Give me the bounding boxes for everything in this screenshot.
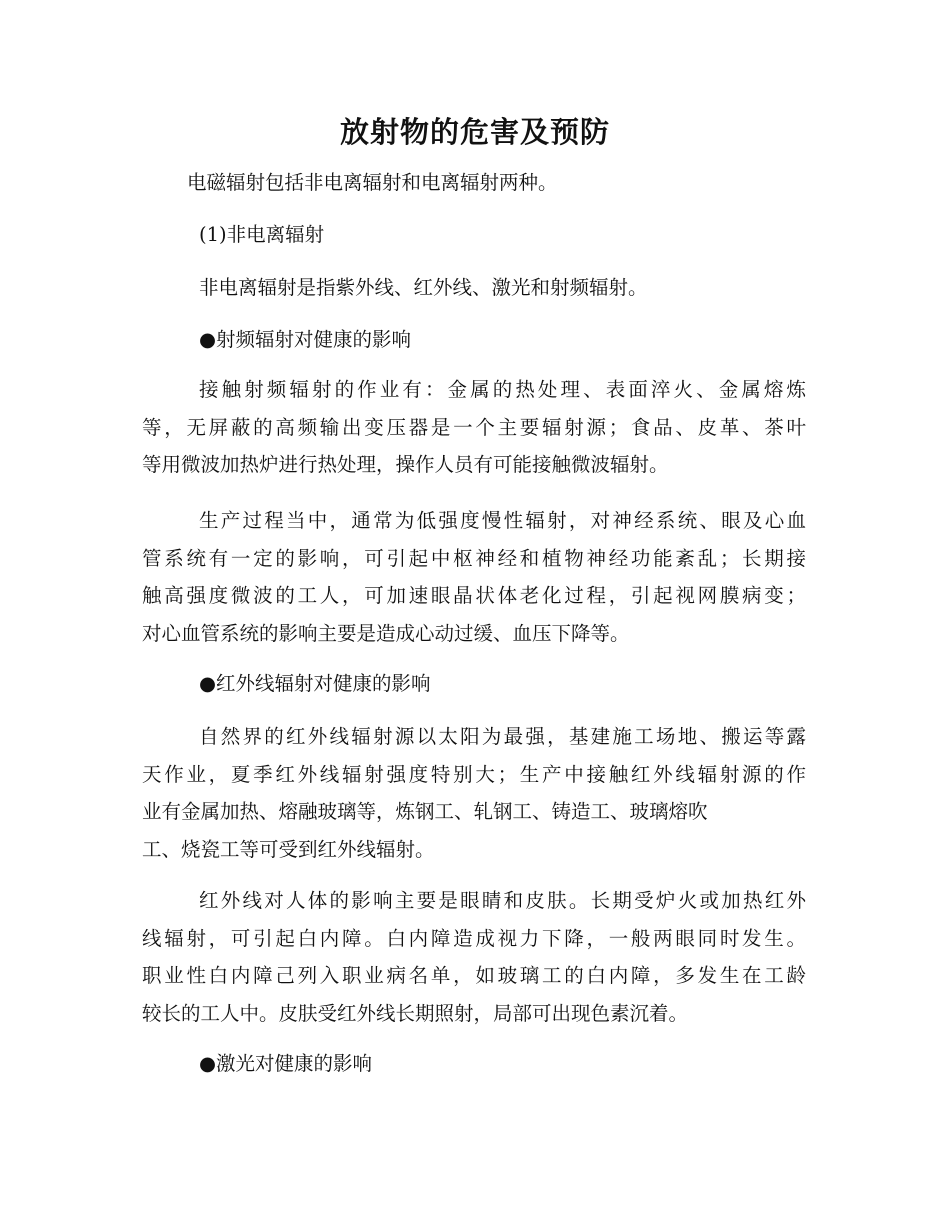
section-definition: 非电离辐射是指紫外线、红外线、激光和射频辐射。 [199,276,648,299]
paragraph-line: 职业性白内障己列入职业病名单，如玻璃工的白内障，多发生在工龄 [142,964,806,987]
paragraph-line: 生产过程当中，通常为低强度慢性辐射，对神经系统、眼及心血 [199,509,806,532]
paragraph-line: 自然界的红外线辐射源以太阳为最强，基建施工场地、搬运等露 [199,725,806,748]
paragraph-line: 等用微波加热炉进行热处理，操作人员有可能接触微波辐射。 [142,453,669,476]
paragraph-line: 天作业，夏季红外线辐射强度特别大；生产中接触红外线辐射源的作 [142,762,806,786]
paragraph-line: 工、烧瓷工等可受到红外线辐射。 [142,837,435,861]
paragraph-line: 业有金属加热、熔融玻璃等，炼钢工、轧钢工、铸造工、玻璃熔吹 [142,800,708,823]
paragraph-rf-sources [142,371,806,484]
paragraph-line: 管系统有一定的影响，可引起中枢神经和植物神经功能紊乱；长期接 [142,546,806,570]
paragraph-rf-effects [142,502,806,652]
bullet-heading-laser: ●激光对健康的影响 [199,1052,373,1075]
section-heading-non-ionizing: (1)非电离辐射 [199,223,325,246]
paragraph-line: 红外线对人体的影响主要是眼睛和皮肤。长期受炉火或加热红外 [199,889,806,912]
paragraph-ir-effects [142,882,806,1032]
paragraph-line: 等，无屏蔽的高频输出变压器是一个主要辐射源；食品、皮革、茶叶 [142,415,806,439]
paragraph-ir-sources [142,718,806,868]
intro-text: 电磁辐射包括非电离辐射和电离辐射两种。 [187,171,558,194]
paragraph-line: 接触射频辐射的作业有：金属的热处理、表面淬火、金属熔炼 [199,378,806,401]
document-title: 放射物的危害及预防 [339,115,610,149]
paragraph-line: 较长的工人中。皮肤受红外线长期照射，局部可出现色素沉着。 [142,1001,689,1025]
bullet-heading-ir: ●红外线辐射对健康的影响 [199,672,431,695]
paragraph-line: 线辐射，可引起白内障。白内障造成视力下降，一般两眼同时发生。 [142,926,806,950]
paragraph-line: 触高强度微波的工人，可加速眼晶状体老化过程，引起视网膜病变； [142,584,806,607]
paragraph-line: 对心血管系统的影响主要是造成心动过缓、血压下降等。 [142,621,630,645]
bullet-heading-rf: ●射频辐射对健康的影响 [199,328,412,351]
